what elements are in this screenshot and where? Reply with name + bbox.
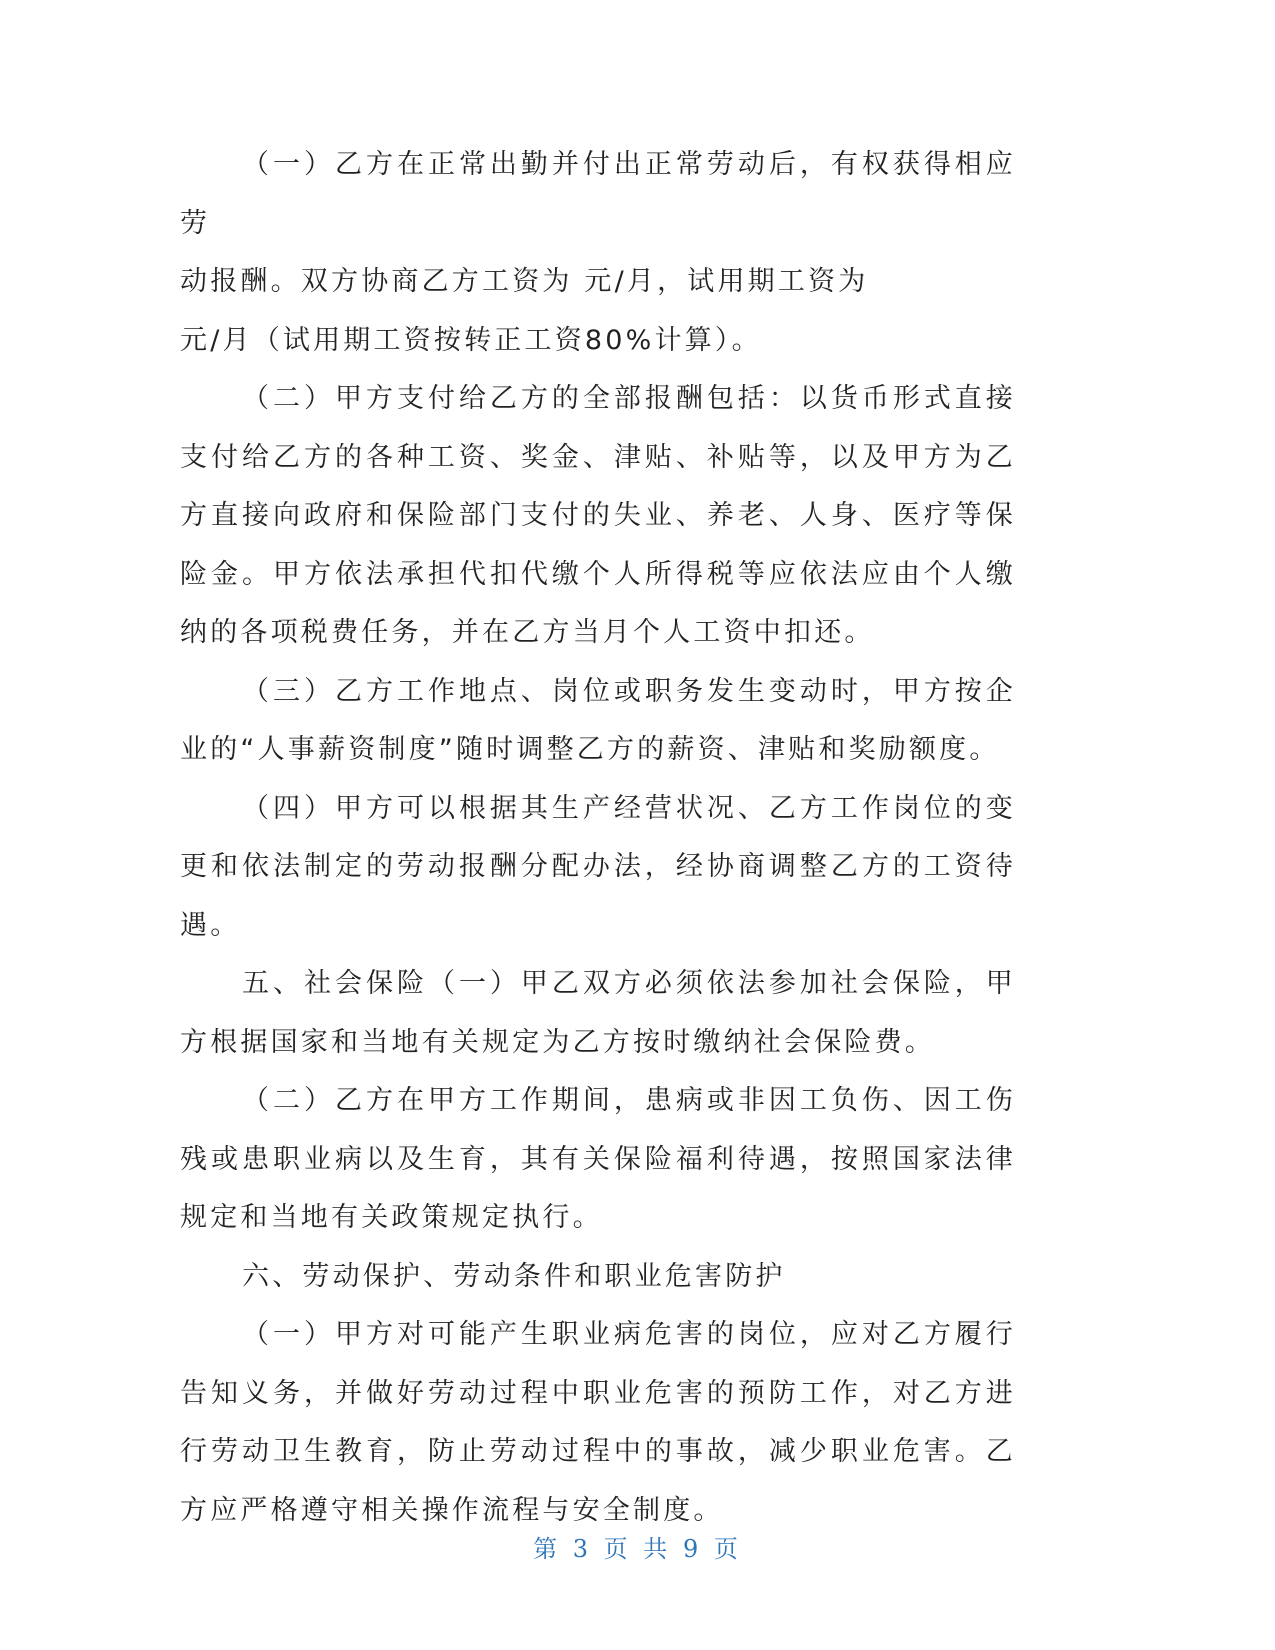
- paragraph-wage-4: （四）甲方可以根据其生产经营状况、乙方工作岗位的变更和依法制定的劳动报酬分配办法，经协商调整乙方的工资待遇。: [180, 792, 1016, 941]
- paragraph-wage-3: （三）乙方工作地点、岗位或职务发生变动时，甲方按企业的“人事薪资制度”随时调整乙方的薪资、津贴和奖励额度。: [180, 675, 1016, 765]
- paragraph-wage-1: [180, 136, 1016, 370]
- paragraph-protection-1: （一）甲方对可能产生职业病危害的岗位，应对乙方履行告知义务，并做好劳动过程中职业危害的预防工作，对乙方进行劳动卫生教育，防止劳动过程中的事故，减少职业危害。乙方应严格遵守相关操作流程与安全制度。: [180, 1319, 1016, 1526]
- paragraph-insurance-2: （二）乙方在甲方工作期间，患病或非因工负伤、因工伤残或患职业病以及生育，其有关保险福利待遇，按照国家法律规定和当地有关政策规定执行。: [180, 1085, 1016, 1233]
- text-line: （一）乙方在正常出勤并付出正常劳动后，有权获得相应劳: [180, 149, 1016, 239]
- paragraph-wage-2: （二）甲方支付给乙方的全部报酬包括：以货币形式直接支付给乙方的各种工资、奖金、津贴、补贴等，以及甲方为乙方直接向政府和保险部门支付的失业、养老、人身、医疗等保险金。甲方依法承担代扣代缴个人所得税等应依法应由个人缴纳的各项税费任务，并在乙方当月个人工资中扣还。: [180, 383, 1016, 648]
- document-body: [180, 136, 1016, 1540]
- text-line: 动报酬。双方协商乙方工资为 元/月，试用期工资为: [180, 266, 869, 297]
- section-heading-protection: 六、劳动保护、劳动条件和职业危害防护: [242, 1260, 786, 1292]
- text-line: 元/月（试用期工资按转正工资80%计算）。: [180, 324, 762, 356]
- page-number-footer: 第 3 页 共 9 页: [533, 1535, 742, 1563]
- paragraph-insurance-1: 五、社会保险（一）甲乙双方必须依法参加社会保险，甲方根据国家和当地有关规定为乙方按时缴纳社会保险费。: [180, 968, 1016, 1058]
